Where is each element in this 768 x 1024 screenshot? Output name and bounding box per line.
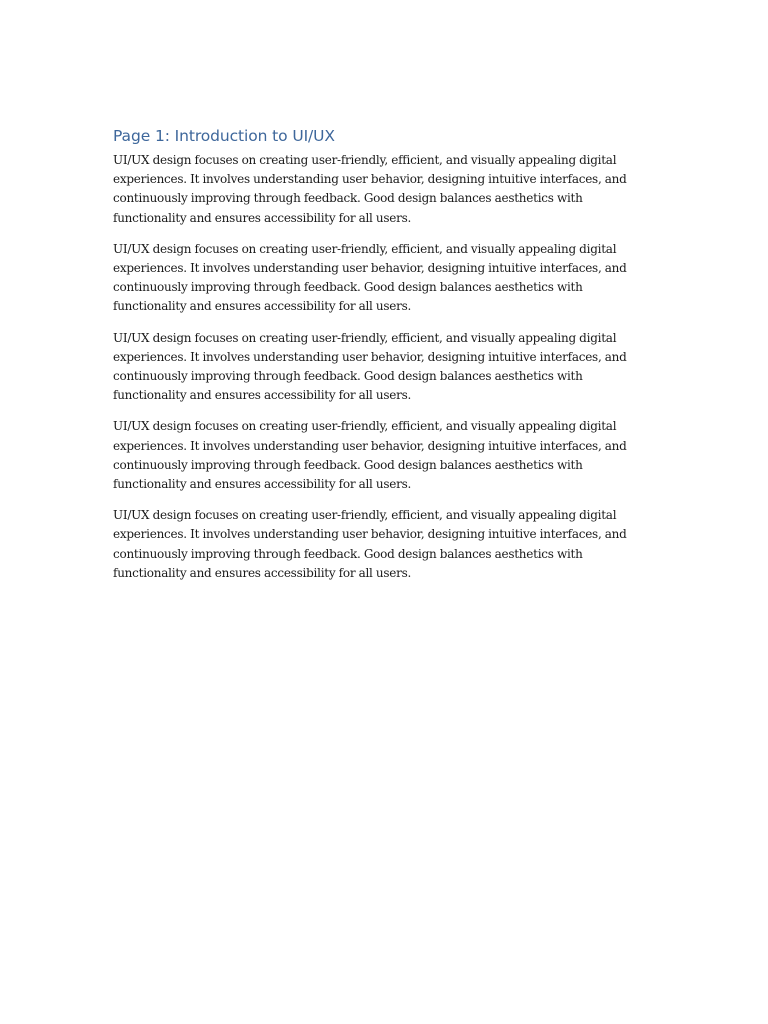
document-body: [113, 124, 643, 595]
paragraph-2: UI/UX design focuses on creating user-friendly, efficient, and visually appealing digital experiences. It involves understanding user behavior, designing intuitive interfaces, and continuously improving through feedback. Good design balances aesthetics with functionality and ensures accessibility for all users.: [113, 241, 627, 314]
paragraph-5: UI/UX design focuses on creating user-friendly, efficient, and visually appealing digital experiences. It involves understanding user behavior, designing intuitive interfaces, and continuously improving through feedback. Good design balances aesthetics with functionality and ensures accessibility for all users.: [113, 508, 627, 580]
paragraph-3: UI/UX design focuses on creating user-friendly, efficient, and visually appealing digital experiences. It involves understanding user behavior, designing intuitive interfaces, and continuously improving through feedback. Good design balances aesthetics with functionality and ensures accessibility for all users.: [113, 330, 627, 403]
paragraph-4: UI/UX design focuses on creating user-friendly, efficient, and visually appealing digital experiences. It involves understanding user behavior, designing intuitive interfaces, and continuously improving through feedback. Good design balances aesthetics with functionality and ensures accessibility for all users.: [113, 419, 627, 492]
paragraph-1: UI/UX design focuses on creating user-friendly, efficient, and visually appealing digital experiences. It involves understanding user behavior, designing intuitive interfaces, and continuously improving through feedback. Good design balances aesthetics with functionality and ensures accessibility for all users.: [113, 153, 627, 225]
page-heading: Page 1: Introduction to UI/UX: [113, 127, 335, 145]
